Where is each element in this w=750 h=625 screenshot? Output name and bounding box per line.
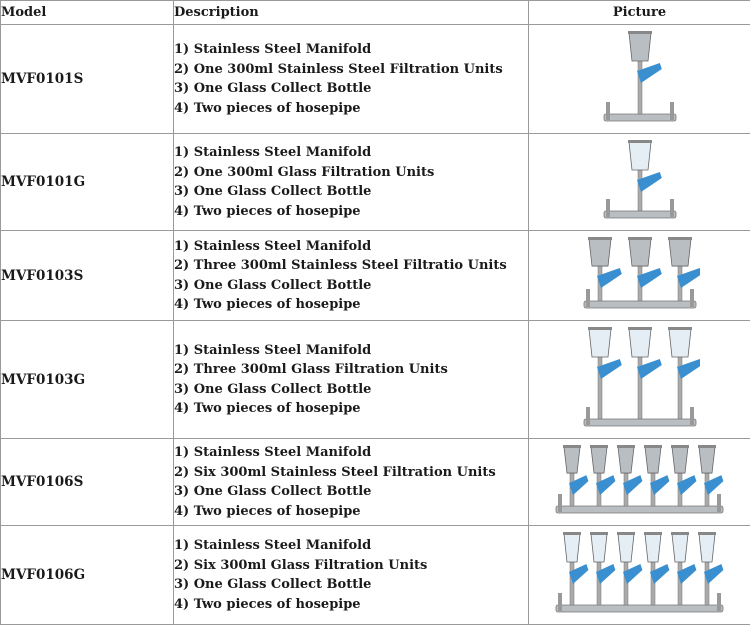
manifold-foot-right <box>690 289 694 307</box>
manifold-foot-left <box>558 593 562 611</box>
description-cell <box>174 321 529 439</box>
model-cell: MVF0103S <box>1 231 174 321</box>
description-cell <box>174 134 529 231</box>
table-row <box>1 439 750 526</box>
picture-cell <box>529 321 750 439</box>
manifold-bar <box>556 605 723 612</box>
description-line: 2) Three 300ml Stainless Steel Filtratio Units <box>174 256 528 276</box>
manifold-image <box>600 138 680 227</box>
manifold-foot-right <box>717 593 721 611</box>
description-line: 1) Stainless Steel Manifold <box>174 143 528 163</box>
table-row <box>1 25 750 134</box>
cup-rim <box>588 327 612 330</box>
table-row <box>1 526 750 625</box>
description-cell <box>174 439 529 526</box>
filter-cup <box>589 239 611 266</box>
cup-rim <box>628 327 652 330</box>
cup-rim <box>671 532 689 535</box>
cup-rim <box>698 532 716 535</box>
filter-cup <box>629 329 651 357</box>
manifold-image <box>580 325 700 435</box>
description-line: 2) Six 300ml Glass Filtration Units <box>174 556 528 576</box>
model-cell: MVF0101G <box>1 134 174 231</box>
description-line: 4) Two pieces of hosepipe <box>174 295 528 315</box>
filter-cup <box>564 447 580 473</box>
description-line: 1) Stainless Steel Manifold <box>174 237 528 257</box>
manifold-bar <box>604 211 676 218</box>
filter-cup <box>699 534 715 562</box>
cup-rim <box>644 445 662 448</box>
description-line: 1) Stainless Steel Manifold <box>174 40 528 60</box>
description-line: 2) Six 300ml Stainless Steel Filtration Units <box>174 463 528 483</box>
header-picture: Picture <box>529 1 750 25</box>
filter-cup <box>669 239 691 266</box>
description-line: 3) One Glass Collect Bottle <box>174 575 528 595</box>
cup-rim <box>563 445 581 448</box>
manifold-bar <box>556 506 723 513</box>
cup-rim <box>617 445 635 448</box>
filter-cup <box>618 447 634 473</box>
manifold-image <box>600 29 680 130</box>
model-cell: MVF0106S <box>1 439 174 526</box>
filter-cup <box>591 447 607 473</box>
cup-rim <box>644 532 662 535</box>
filter-cup <box>645 447 661 473</box>
cup-rim <box>671 445 689 448</box>
manifold-foot-right <box>717 494 721 512</box>
cup-rim <box>668 327 692 330</box>
filter-cup <box>591 534 607 562</box>
manifold-foot-left <box>606 199 610 217</box>
picture-cell <box>529 439 750 526</box>
filter-cup <box>629 142 651 170</box>
cup-rim <box>617 532 635 535</box>
table-row <box>1 134 750 231</box>
description-line: 3) One Glass Collect Bottle <box>174 79 528 99</box>
header-description: Description <box>174 1 529 25</box>
cup-rim <box>628 31 652 34</box>
manifold-foot-left <box>586 407 590 425</box>
filter-cup <box>699 447 715 473</box>
manifold-foot-left <box>606 102 610 120</box>
description-line: 1) Stainless Steel Manifold <box>174 536 528 556</box>
picture-cell <box>529 231 750 321</box>
manifold-foot-right <box>670 102 674 120</box>
model-cell: MVF0101S <box>1 25 174 134</box>
description-line: 1) Stainless Steel Manifold <box>174 443 528 463</box>
manifold-foot-left <box>558 494 562 512</box>
model-cell: MVF0103G <box>1 321 174 439</box>
description-line: 4) Two pieces of hosepipe <box>174 399 528 419</box>
header-model: Model <box>1 1 174 25</box>
cup-rim <box>588 237 612 240</box>
description-line: 3) One Glass Collect Bottle <box>174 482 528 502</box>
manifold-image <box>552 443 727 522</box>
description-line: 2) Three 300ml Glass Filtration Units <box>174 360 528 380</box>
model-cell: MVF0106G <box>1 526 174 625</box>
filter-cup <box>645 534 661 562</box>
description-line: 4) Two pieces of hosepipe <box>174 595 528 615</box>
description-line: 1) Stainless Steel Manifold <box>174 341 528 361</box>
cup-rim <box>628 140 652 143</box>
filter-cup <box>589 329 611 357</box>
header-row <box>1 1 750 25</box>
picture-cell <box>529 25 750 134</box>
manifold-image <box>552 530 727 621</box>
cup-rim <box>563 532 581 535</box>
cup-rim <box>698 445 716 448</box>
filter-cup <box>672 534 688 562</box>
table-row <box>1 231 750 321</box>
cup-rim <box>668 237 692 240</box>
cup-rim <box>590 445 608 448</box>
manifold-bar <box>604 114 676 121</box>
filter-cup <box>669 329 691 357</box>
stem <box>638 61 642 114</box>
description-line: 2) One 300ml Stainless Steel Filtration Units <box>174 60 528 80</box>
filter-cup <box>618 534 634 562</box>
description-line: 3) One Glass Collect Bottle <box>174 276 528 296</box>
manifold-image <box>580 235 700 317</box>
manifold-bar <box>584 419 696 426</box>
description-line: 3) One Glass Collect Bottle <box>174 182 528 202</box>
table-row <box>1 321 750 439</box>
manifold-foot-right <box>690 407 694 425</box>
description-line: 3) One Glass Collect Bottle <box>174 380 528 400</box>
manifold-foot-right <box>670 199 674 217</box>
filter-cup <box>629 33 651 61</box>
picture-cell <box>529 526 750 625</box>
filter-cup <box>629 239 651 266</box>
description-line: 2) One 300ml Glass Filtration Units <box>174 163 528 183</box>
manifold-foot-left <box>586 289 590 307</box>
description-line: 4) Two pieces of hosepipe <box>174 99 528 119</box>
filter-cup <box>672 447 688 473</box>
description-cell <box>174 526 529 625</box>
cup-rim <box>628 237 652 240</box>
description-cell <box>174 25 529 134</box>
description-cell <box>174 231 529 321</box>
description-line: 4) Two pieces of hosepipe <box>174 502 528 522</box>
picture-cell <box>529 134 750 231</box>
manifold-bar <box>584 301 696 308</box>
description-line: 4) Two pieces of hosepipe <box>174 202 528 222</box>
cup-rim <box>590 532 608 535</box>
filter-cup <box>564 534 580 562</box>
